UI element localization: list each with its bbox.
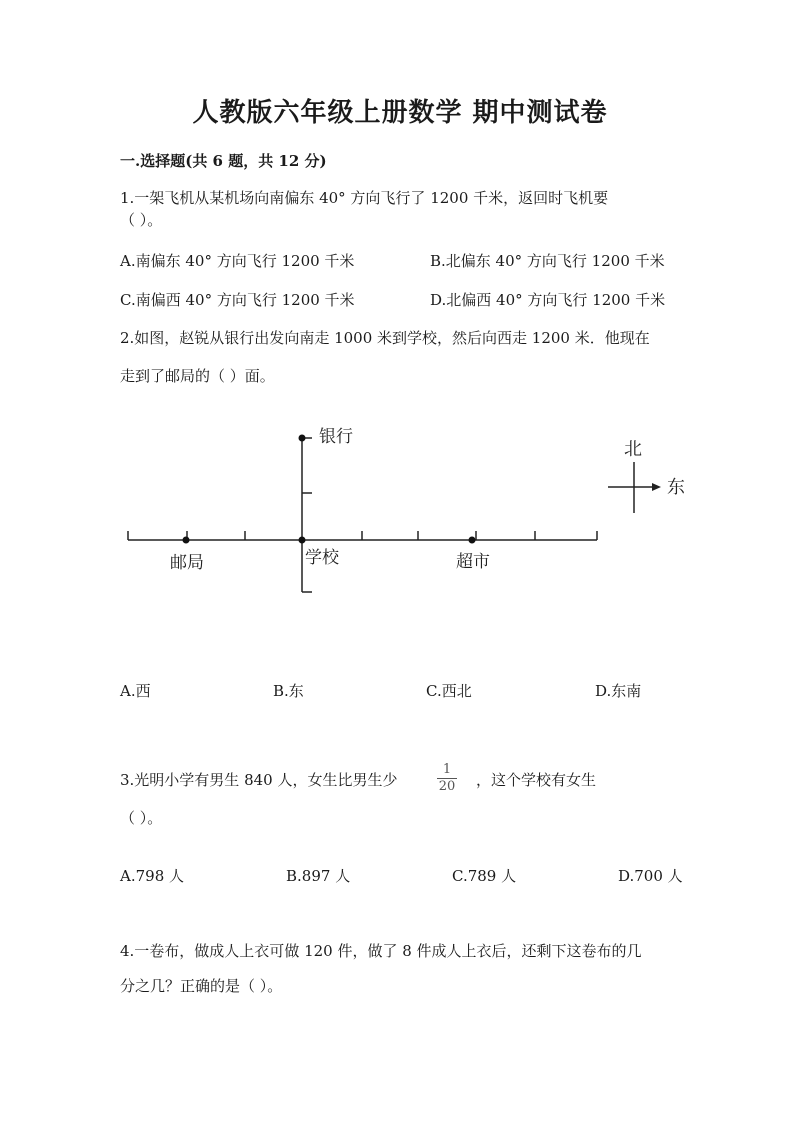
school-point [299, 537, 306, 544]
q1-option-d: D.北偏西 40° 方向飞行 1200 千米 [430, 291, 666, 309]
q3-option-b: B.897 人 [286, 867, 351, 885]
post-office-point [183, 537, 190, 544]
bank-point [299, 435, 306, 442]
fraction-denominator: 20 [438, 779, 456, 794]
q4-text-line1: 4.一卷布，做成人上衣可做 120 件，做了 8 件成人上衣后，还剩下这卷布的几 [120, 942, 642, 960]
q1-option-c: C.南偏西 40° 方向飞行 1200 千米 [120, 291, 355, 309]
section-heading: 一.选择题(共 6 题，共 12 分) [120, 152, 327, 170]
supermarket-label: 超市 [456, 552, 490, 572]
arrow-right-icon [652, 483, 661, 491]
compass-north-label: 北 [624, 439, 642, 460]
q1-option-a: A.南偏东 40° 方向飞行 1200 千米 [120, 252, 355, 270]
q2-text-line2: 走到了邮局的（ ）面。 [120, 367, 275, 385]
q2-option-d: D.东南 [595, 682, 642, 700]
q1-text-line2: （ ）。 [120, 211, 163, 229]
school-label: 学校 [305, 548, 339, 568]
post-office-label: 邮局 [170, 553, 204, 573]
q3-fraction [436, 762, 458, 795]
bank-label: 银行 [319, 427, 353, 447]
q3-option-a: A.798 人 [120, 867, 184, 885]
q2-text-line1: 2.如图，赵锐从银行出发向南走 1000 米到学校，然后向西走 1200 米．他现在 [120, 329, 650, 347]
q1-option-b: B.北偏东 40° 方向飞行 1200 千米 [430, 252, 665, 270]
q2-option-a: A.西 [120, 682, 151, 700]
q3-text-line1-start: 3.光明小学有男生 840 人，女生比男生少 [120, 771, 398, 789]
q3-option-d: D.700 人 [618, 867, 683, 885]
q3-option-c: C.789 人 [452, 867, 517, 885]
q4-text-line2: 分之几？正确的是（ ）。 [120, 977, 283, 995]
supermarket-point [469, 537, 476, 544]
fraction-numerator: 1 [442, 762, 452, 777]
q1-text-line1: 1.一架飞机从某机场向南偏东 40° 方向飞行了 1200 千米，返回时飞机要 [120, 189, 609, 207]
q2-option-c: C.西北 [426, 682, 472, 700]
page-title: 人教版六年级上册数学 期中测试卷 [192, 98, 608, 128]
compass-east-label: 东 [667, 477, 685, 498]
q2-option-b: B.东 [273, 682, 304, 700]
q3-text-line1-end: ，这个学校有女生 [476, 771, 597, 789]
q3-text-line2: （ ）。 [120, 809, 163, 827]
